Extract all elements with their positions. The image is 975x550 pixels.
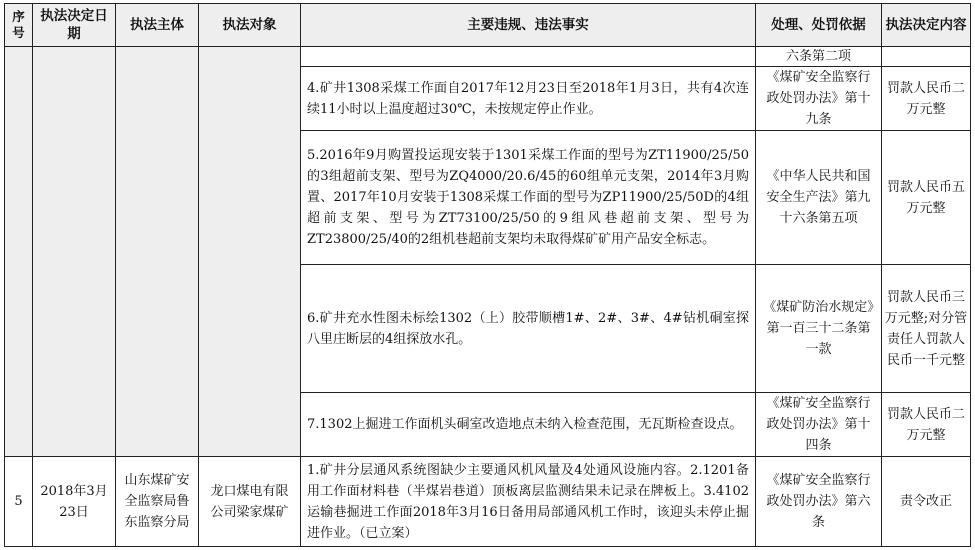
seq-cell: 5 — [5, 457, 33, 547]
basis-cell: 六条第二项 — [756, 47, 882, 67]
basis-cell: 《煤矿防治水规定》第一百三十二条第一款 — [756, 265, 882, 393]
target-cell-empty — [199, 47, 301, 457]
header-basis: 处理、处罚依据 — [756, 4, 882, 47]
header-subject: 执法主体 — [116, 4, 199, 47]
header-date: 执法决定日期 — [33, 4, 116, 47]
subject-cell-empty — [116, 47, 199, 457]
fact-cell: 6.矿井充水性图未标绘1302（上）胶带顺槽1#、2#、3#、4#钻机硐室探八里庄断层的4组探放水孔。 — [301, 265, 756, 393]
decision-cell: 罚款人民币二万元整 — [882, 67, 971, 131]
basis-cell: 《煤矿安全监察行政处罚办法》第六条 — [756, 457, 882, 547]
decision-cell: 罚款人民币三万元整;对分管责任人罚款人民币一千元整 — [882, 265, 971, 393]
fact-cell: 4.矿井1308采煤工作面自2017年12月23日至2018年1月3日，共有4次连续11小时以上温度超过30℃，未按规定停止作业。 — [301, 67, 756, 131]
header-seq: 序号 — [5, 4, 33, 47]
fact-cell — [301, 47, 756, 67]
table-row — [5, 457, 971, 547]
enforcement-table — [4, 3, 971, 547]
decision-cell: 责令改正 — [882, 457, 971, 547]
header-decision: 执法决定内容 — [882, 4, 971, 47]
table-row — [5, 47, 971, 67]
decision-cell — [882, 47, 971, 67]
date-cell: 2018年3月23日 — [33, 457, 116, 547]
fact-cell: 1.矿井分层通风系统图缺少主要通风机风量及4处通风设施内容。2.1201备用工作面材料巷（半煤岩巷道）顶板离层监测结果未记录在牌板上。3.4102运输巷掘进工作面2018年3月16日备用局部通风机工作时，该迎头未停止掘进作业。（已立案） — [301, 457, 756, 547]
basis-cell: 《煤矿安全监察行政处罚办法》第十四条 — [756, 393, 882, 457]
date-cell-empty — [33, 47, 116, 457]
fact-cell: 7.1302上掘进工作面机头硐室改造地点未纳入检查范围，无瓦斯检查设点。 — [301, 393, 756, 457]
header-row — [5, 4, 971, 47]
fact-cell: 5.2016年9月购置投运现安装于1301采煤工作面的型号为ZT11900/25/50的3组超前支架、型号为ZQ4000/20.6/45的60组单元支架，2014年3月购置、2017年10月安装于1308采煤工作面的型号为ZP11900/25/50D的4组超前支架、型号为ZT73100/25/50的9组风巷超前支架、型号为ZT23800/25/40的2组机巷超前支架均未取得煤矿矿用产品安全标志。 — [301, 131, 756, 265]
decision-cell: 罚款人民币二万元整 — [882, 393, 971, 457]
decision-cell: 罚款人民币五万元整 — [882, 131, 971, 265]
header-facts: 主要违规、违法事实 — [301, 4, 756, 47]
basis-cell: 《煤矿安全监察行政处罚办法》第十九条 — [756, 67, 882, 131]
target-cell: 龙口煤电有限公司梁家煤矿 — [199, 457, 301, 547]
basis-cell: 《中华人民共和国安全生产法》第九十六条第五项 — [756, 131, 882, 265]
seq-cell-empty — [5, 47, 33, 457]
header-target: 执法对象 — [199, 4, 301, 47]
subject-cell: 山东煤矿安全监察局鲁东监察分局 — [116, 457, 199, 547]
